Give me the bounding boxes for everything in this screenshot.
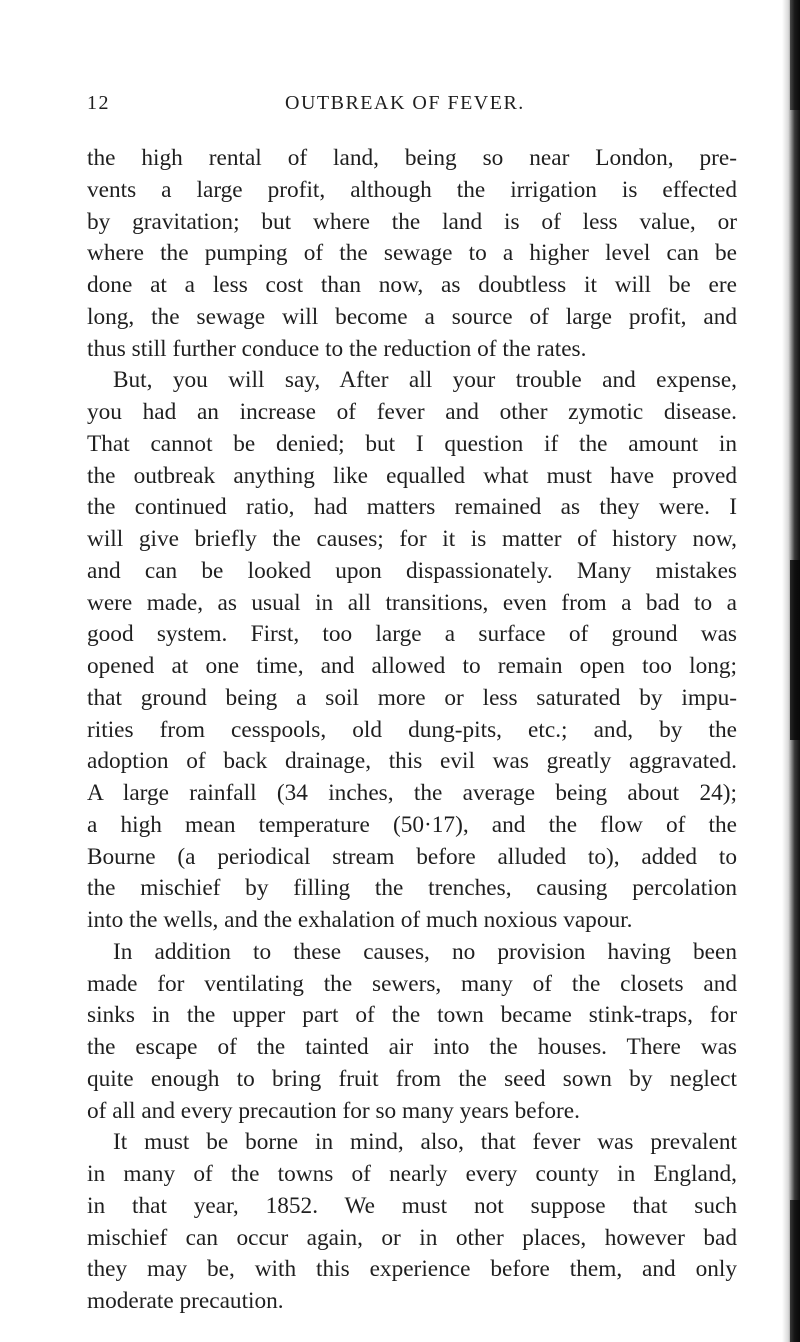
text-line: made for ventilating the sewers, many of the closets and [87, 970, 737, 997]
text-line: were made, as usual in all transitions, even from a bad to a [87, 589, 737, 616]
text-line: opened at one time, and allowed to remain open too long; [87, 653, 737, 679]
paragraph [87, 937, 737, 1128]
text-line: Bourne (a periodical stream before alluded to), added to [87, 843, 737, 870]
text-line: A large rainfall (34 inches, the average being about 24); [87, 780, 737, 806]
text-line: long, the sewage will become a source of large profit, and [87, 303, 737, 330]
text-line: the outbreak anything like equalled what must have proved [87, 462, 737, 489]
text-line: adoption of back drainage, this evil was greatly aggravated. [87, 748, 737, 775]
paragraph [87, 143, 737, 365]
text-line: will give briefly the causes; for it is matter of history now, [87, 526, 737, 552]
page-edge-mark [790, 1200, 800, 1342]
text-line: you had an increase of fever and other zymotic disease. [87, 399, 737, 425]
text-line: done at a less cost than now, as doubtless it will be ere [87, 272, 737, 298]
text-line: thus still further conduce to the reduction of the rates. [87, 335, 587, 362]
text-line: that ground being a soil more or less saturated by impu- [87, 684, 737, 711]
text-line: the continued ratio, had matters remained as they were. I [87, 494, 737, 521]
text-line: moderate precaution. [87, 1288, 284, 1314]
text-line: a high mean temperature (50·17), and the flow of the [87, 811, 737, 838]
text-line: It must be borne in mind, also, that fever was prevalent [113, 1129, 737, 1156]
text-line: the high rental of land, being so near London, pre- [87, 145, 737, 171]
paragraph [87, 1127, 737, 1318]
page-edge-shadow [782, 0, 800, 1342]
text-line: of all and every precaution for so many years before. [87, 1097, 580, 1124]
running-title: OUTBREAK OF FEVER. [285, 92, 525, 114]
text-line: the escape of the tainted air into the houses. There was [87, 1034, 737, 1060]
text-line: in many of the towns of nearly every county in England, [87, 1161, 737, 1187]
text-line: in that year, 1852. We must not suppose that such [87, 1192, 737, 1219]
text-line: by gravitation; but where the land is of less value, or [87, 208, 737, 235]
body-text [87, 143, 737, 1318]
text-line: quite enough to bring fruit from the seed sown by neglect [87, 1065, 737, 1092]
text-line: they may be, with this experience before them, and only [87, 1256, 737, 1283]
text-line: and can be looked upon dispassionately. Many mistakes [87, 557, 737, 584]
text-line: sinks in the upper part of the town became stink-traps, for [87, 1002, 737, 1029]
page-edge-mark [790, 0, 800, 110]
text-line: good system. First, too large a surface of ground was [87, 621, 737, 648]
text-line: rities from cesspools, old dung-pits, etc.; and, by the [87, 716, 737, 743]
text-line: That cannot be denied; but I question if the amount in [87, 430, 737, 457]
text-line: But, you will say, After all your trouble and expense, [113, 367, 737, 394]
paragraph [87, 365, 737, 937]
text-line: vents a large profit, although the irrigation is effected [87, 176, 737, 203]
text-line: In addition to these causes, no provision having been [113, 938, 737, 965]
text-line: into the wells, and the exhalation of much noxious vapour. [87, 907, 633, 933]
page-number: 12 [87, 92, 110, 114]
page-edge-mark [790, 560, 800, 740]
page-header [87, 92, 717, 122]
text-line: the mischief by filling the trenches, causing percolation [87, 875, 737, 902]
text-line: where the pumping of the sewage to a higher level can be [87, 240, 737, 267]
text-line: mischief can occur again, or in other places, however bad [87, 1224, 737, 1251]
